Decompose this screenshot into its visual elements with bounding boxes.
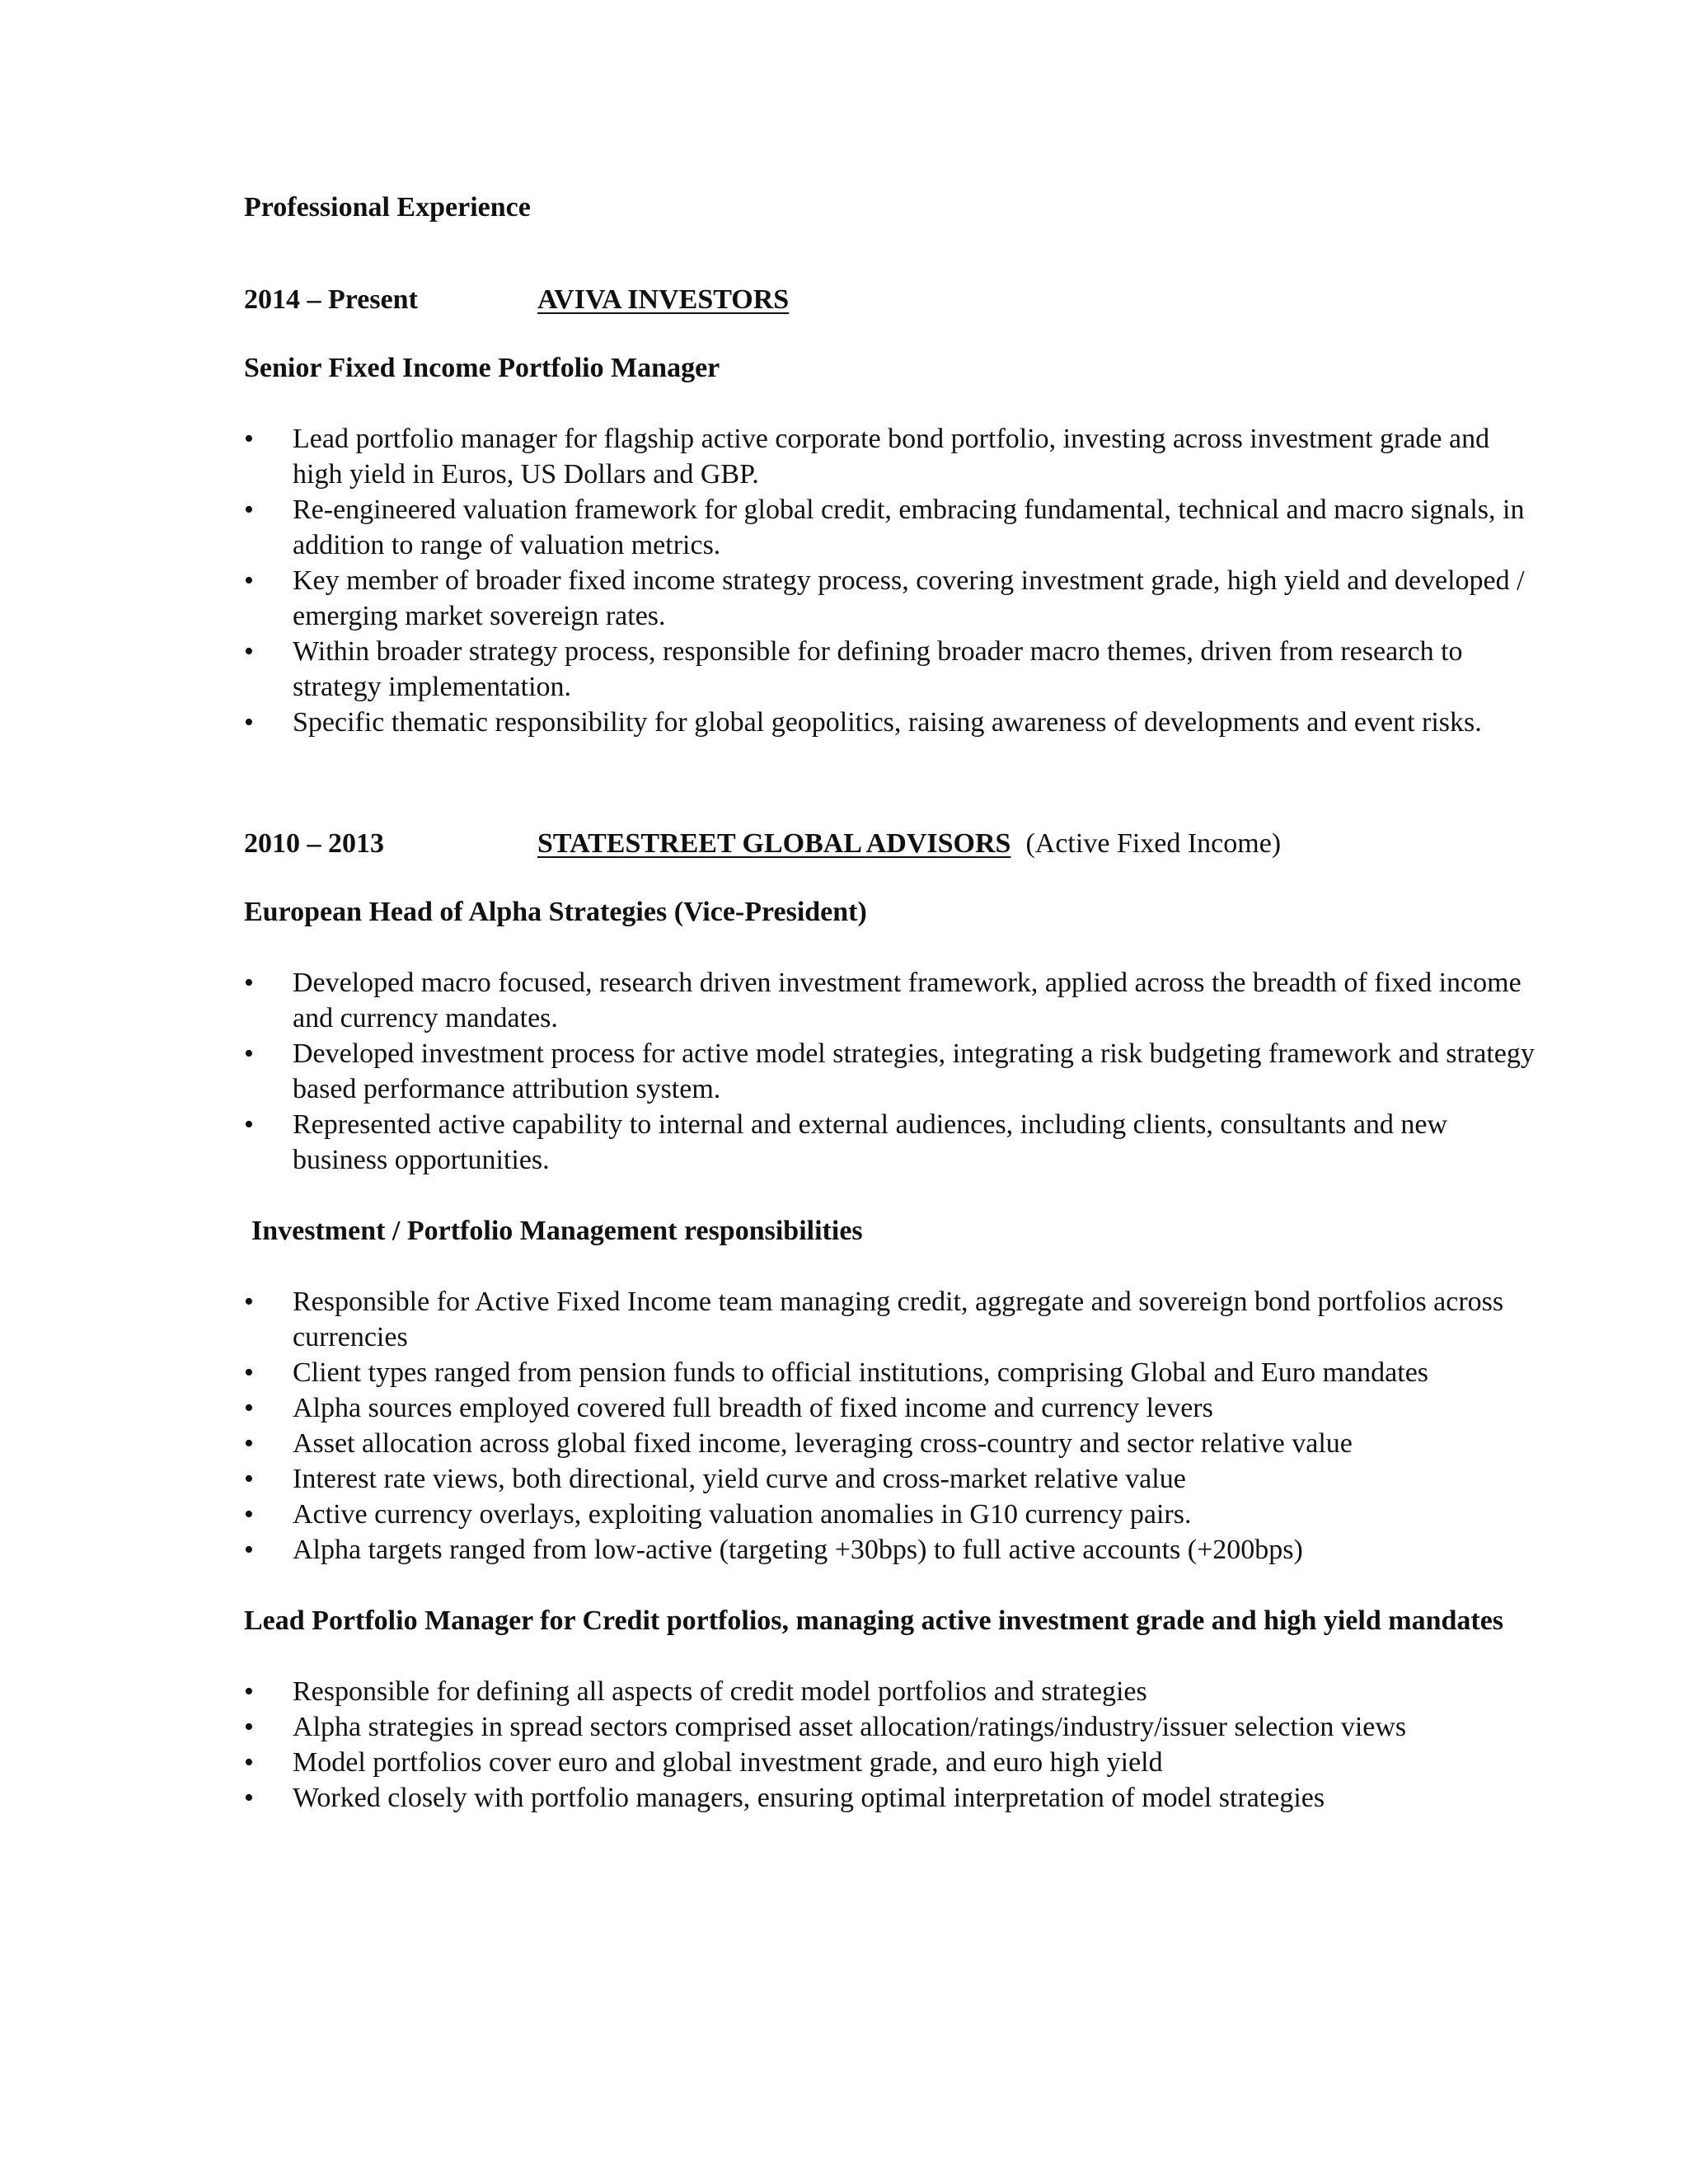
job-header: [244, 826, 1538, 861]
list-item-text: Developed macro focused, research driven investment framework, applied across the breadth of fixed income and currency mandates.: [293, 968, 1522, 1033]
list-item: [244, 1107, 1538, 1178]
bullet-icon: •: [244, 1286, 254, 1317]
company-name: STATESTREET GLOBAL ADVISORS: [537, 828, 1011, 859]
responsibility-heading: Investment / Portfolio Management responsibilities: [251, 1216, 863, 1246]
resume-page: [244, 190, 1538, 1816]
list-item: [244, 1497, 1538, 1532]
list-item-text: Model portfolios cover euro and global investment grade, and euro high yield: [293, 1747, 1163, 1778]
list-item: [244, 1390, 1538, 1426]
bullet-icon: •: [244, 968, 254, 998]
list-item-text: Specific thematic responsibility for global geopolitics, raising awareness of developments and event risks.: [293, 707, 1482, 738]
list-item: [244, 965, 1538, 1036]
bullet-icon: •: [244, 1357, 254, 1388]
bullet-icon: •: [244, 1038, 254, 1069]
section-title: Professional Experience: [244, 192, 531, 223]
bullet-icon: •: [244, 1712, 254, 1742]
bullet-icon: •: [244, 424, 254, 454]
job-dates: 2014 – Present: [244, 284, 418, 315]
bullet-icon: •: [244, 1783, 254, 1813]
list-item: [244, 705, 1538, 740]
bullet-icon: •: [244, 565, 254, 596]
list-item-text: Developed investment process for active model strategies, integrating a risk budgeting framework and strategy based performance attribution system.: [293, 1038, 1535, 1104]
job-aviva: [244, 282, 1538, 740]
bullet-icon: •: [244, 1499, 254, 1530]
job-header: [244, 282, 1538, 317]
list-item: [244, 1532, 1538, 1568]
list-item: [244, 634, 1538, 705]
bullet-icon: •: [244, 1747, 254, 1778]
list-item-text: Re-engineered valuation framework for global credit, embracing fundamental, technical and macro signals, in addition to range of valuation metrics.: [293, 494, 1525, 560]
company-note: (Active Fixed Income): [1025, 828, 1282, 859]
list-item-text: Responsible for Active Fixed Income team managing credit, aggregate and sovereign bond portfolios across currencies: [293, 1286, 1504, 1352]
company-name: AVIVA INVESTORS: [537, 284, 790, 315]
bullet-icon: •: [244, 1428, 254, 1459]
bullet-icon: •: [244, 494, 254, 525]
list-item-text: Interest rate views, both directional, yield curve and cross-market relative value: [293, 1464, 1186, 1494]
list-item-text: Asset allocation across global fixed income, leveraging cross-country and sector relative value: [293, 1428, 1353, 1459]
list-item: [244, 1709, 1538, 1745]
list-item-text: Responsible for defining all aspects of credit model portfolios and strategies: [293, 1676, 1147, 1707]
list-item-text: Within broader strategy process, responsible for defining broader macro themes, driven from research to strategy implementation.: [293, 636, 1463, 702]
list-item: [244, 1745, 1538, 1780]
bullet-icon: •: [244, 1393, 254, 1423]
list-item: [244, 1461, 1538, 1497]
list-item-text: Client types ranged from pension funds to official institutions, comprising Global and Euro mandates: [293, 1357, 1429, 1388]
bullet-icon: •: [244, 1535, 254, 1565]
list-item-text: Worked closely with portfolio managers, ensuring optimal interpretation of model strategies: [293, 1783, 1325, 1813]
job-statestreet: [244, 826, 1538, 1816]
role-title: Senior Fixed Income Portfolio Manager: [244, 353, 720, 383]
bullet-icon: •: [244, 1109, 254, 1140]
list-item: [244, 421, 1538, 492]
role-title: European Head of Alpha Strategies (Vice-President): [244, 897, 867, 927]
responsibility-list: [244, 965, 1538, 1178]
list-item: [244, 1284, 1538, 1355]
list-item-text: Lead portfolio manager for flagship active corporate bond portfolio, investing across investment grade and high yield in Euros, US Dollars and GBP.: [293, 424, 1490, 490]
bullet-icon: •: [244, 1676, 254, 1707]
list-item: [244, 1780, 1538, 1816]
list-item: [244, 1355, 1538, 1390]
responsibility-heading: Lead Portfolio Manager for Credit portfolios, managing active investment grade and high yield mandates: [244, 1605, 1504, 1636]
list-item: [244, 1426, 1538, 1461]
list-item-text: Active currency overlays, exploiting valuation anomalies in G10 currency pairs.: [293, 1499, 1192, 1530]
list-item: [244, 1674, 1538, 1709]
list-item-text: Alpha targets ranged from low-active (targeting +30bps) to full active accounts (+200bps): [293, 1535, 1303, 1565]
list-item-text: Represented active capability to internal and external audiences, including clients, consultants and new business opportunities.: [293, 1109, 1448, 1175]
list-item: [244, 563, 1538, 634]
list-item-text: Key member of broader fixed income strategy process, covering investment grade, high yield and developed / emerging market sovereign rates.: [293, 565, 1525, 631]
list-item-text: Alpha strategies in spread sectors comprised asset allocation/ratings/industry/issuer selection views: [293, 1712, 1407, 1742]
bullet-icon: •: [244, 1464, 254, 1494]
responsibility-list: [244, 421, 1538, 740]
responsibility-list: [244, 1284, 1538, 1568]
bullet-icon: •: [244, 707, 254, 738]
list-item: [244, 1036, 1538, 1107]
list-item-text: Alpha sources employed covered full breadth of fixed income and currency levers: [293, 1393, 1213, 1423]
list-item: [244, 492, 1538, 563]
job-dates: 2010 – 2013: [244, 828, 384, 859]
responsibility-list: [244, 1674, 1538, 1816]
bullet-icon: •: [244, 636, 254, 667]
